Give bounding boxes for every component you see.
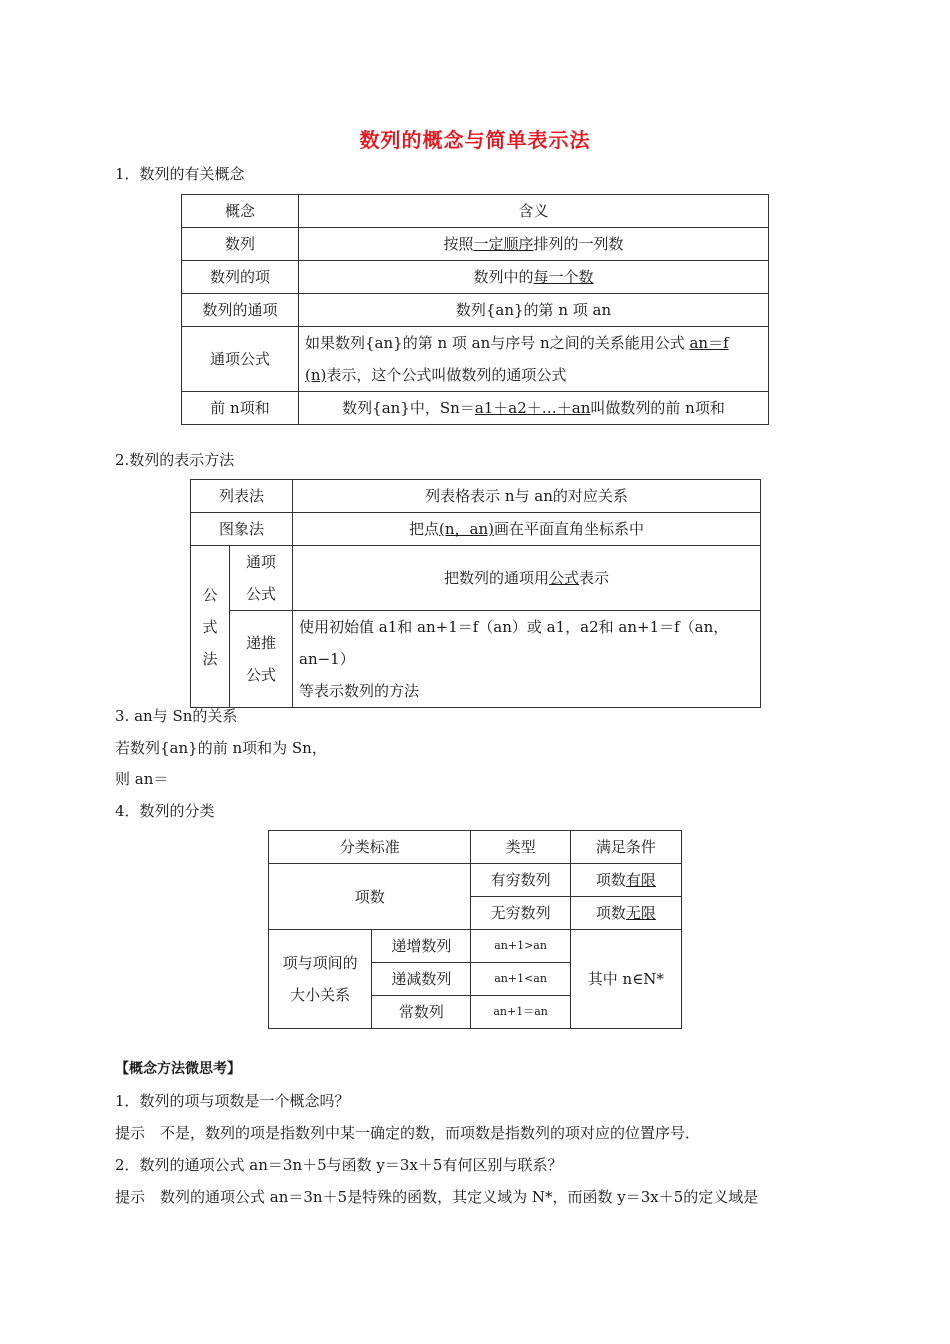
method-cell: 列表法 <box>191 480 293 513</box>
class-merged-condition: 其中 n∈N* <box>570 930 681 1029</box>
class-condition: an+1<an <box>471 963 570 996</box>
question: 2．数列的通项公式 an＝3n＋5与函数 y＝3x＋5有何区别与联系？ <box>115 1156 563 1174</box>
relation-text: 若数列{an}的前 n项和为 Sn， <box>115 739 327 757</box>
meaning-cell: 数列中的每一个数 <box>299 261 769 294</box>
sub-method-cell: 递推 公式 <box>230 611 293 708</box>
concept-cell: 数列 <box>182 228 299 261</box>
meaning-cell: 如果数列{an}的第 n 项 an与序号 n之间的关系能用公式 an＝f (n)表示，这个公式叫做数列的通项公式 <box>299 327 769 392</box>
section-3-heading: 3. an与 Sn的关系 <box>115 707 238 725</box>
method-desc: 列表格表示 n与 an的对应关系 <box>293 480 761 513</box>
class-condition: 项数有限 <box>570 864 681 897</box>
sub-method-cell: 通项 公式 <box>230 546 293 611</box>
page-title: 数列的概念与简单表示法 <box>359 128 591 152</box>
answer: 提示 数列的通项公式 an＝3n＋5是特殊的函数，其定义域为 N*，而函数 y＝3x＋5的定义域是 <box>115 1188 759 1206</box>
concept-table <box>181 194 769 425</box>
class-type: 无穷数列 <box>471 897 570 930</box>
meaning-cell: 数列{an}中，Sn＝a1＋a2＋…＋an叫做数列的前 n项和 <box>299 392 769 425</box>
question: 1．数列的项与项数是一个概念吗？ <box>115 1092 350 1110</box>
class-type: 有穷数列 <box>471 864 570 897</box>
section-4-heading: 4．数列的分类 <box>115 802 215 820</box>
method-cell: 图象法 <box>191 513 293 546</box>
concept-header: 概念 <box>182 195 299 228</box>
method-desc: 使用初始值 a1和 an+1＝f（an）或 a1，a2和 an+1＝f（an，an−1） 等表示数列的方法 <box>293 611 761 708</box>
class-subtype: 递增数列 <box>372 930 471 963</box>
answer: 提示 不是，数列的项是指数列中某一确定的数，而项数是指数列的项对应的位置序号． <box>115 1124 701 1142</box>
representation-table <box>190 479 761 708</box>
concept-cell: 数列的通项 <box>182 294 299 327</box>
meaning-cell: 按照一定顺序排列的一列数 <box>299 228 769 261</box>
classification-table <box>268 830 682 1029</box>
relation-text: 则 an＝ <box>115 770 169 788</box>
meaning-header: 含义 <box>299 195 769 228</box>
class-condition: 项数无限 <box>570 897 681 930</box>
think-heading: 【概念方法微思考】 <box>115 1061 241 1077</box>
class-subtype: 常数列 <box>372 996 471 1029</box>
concept-cell: 数列的项 <box>182 261 299 294</box>
meaning-cell: 数列{an}的第 n 项 an <box>299 294 769 327</box>
class-condition: an+1>an <box>471 930 570 963</box>
concept-cell: 前 n项和 <box>182 392 299 425</box>
method-desc: 把点(n，an)画在平面直角坐标系中 <box>293 513 761 546</box>
class-criterion: 项与项间的 大小关系 <box>269 930 372 1029</box>
class-condition: an+1＝an <box>471 996 570 1029</box>
class-header: 满足条件 <box>570 831 681 864</box>
concept-cell: 通项公式 <box>182 327 299 392</box>
class-header: 类型 <box>471 831 570 864</box>
section-1-heading: 1．数列的有关概念 <box>115 165 245 183</box>
formula-method-cell: 公 式 法 <box>191 546 230 708</box>
class-subtype: 递减数列 <box>372 963 471 996</box>
class-criterion: 项数 <box>269 864 471 930</box>
class-header: 分类标准 <box>269 831 471 864</box>
section-2-heading: 2.数列的表示方法 <box>115 451 235 469</box>
method-desc: 把数列的通项用公式表示 <box>293 546 761 611</box>
